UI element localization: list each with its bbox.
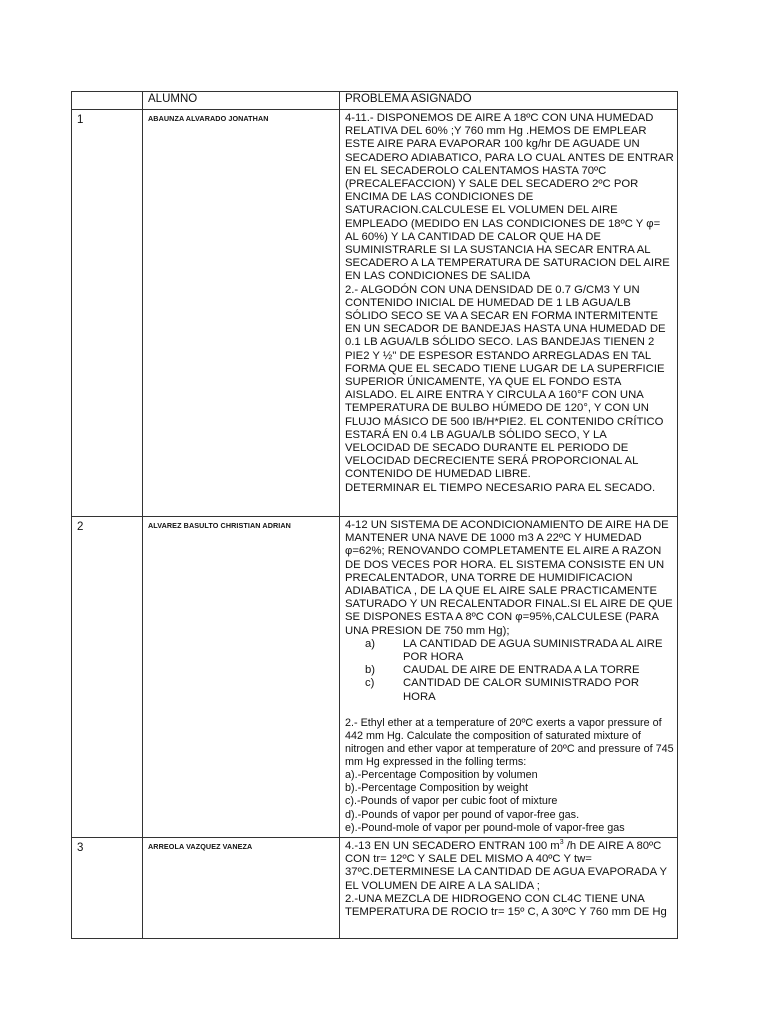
- list-item: [345, 677, 674, 703]
- list-marker: a): [365, 637, 376, 650]
- problem-text: DETERMINAR EL TIEMPO NECESARIO PARA EL SECADO.: [345, 481, 656, 494]
- student-name: ABAUNZA ALVARADO JONATHAN: [143, 110, 340, 517]
- problem-text-part: 4.-13 EN UN SECADERO ENTRAN 100 m: [345, 840, 560, 852]
- header-problem: PROBLEMA ASIGNADO: [340, 92, 678, 110]
- list-item: b).-Percentage Composition by weight: [345, 782, 529, 795]
- list-item: [345, 664, 674, 677]
- list-item: e).-Pound-mole of vapor per pound-mole of vapor-free gas: [345, 821, 625, 834]
- row-number: 2: [72, 517, 143, 838]
- list-item: c).-Pounds of vapor per cubic foot of mixture: [345, 795, 558, 808]
- problem-text-english: 2.- Ethyl ether at a temperature of 20ºC exerts a vapor pressure of 442 mm Hg. Calculate the composition of saturated mixture of nitrogen and ether vapor at temperature of 20ºC and pressure of 745 mm Hg expressed in the folling terms:: [345, 716, 674, 769]
- header-number: [72, 92, 143, 110]
- list-text: CANTIDAD DE CALOR SUMINISTRADO POR HORA: [403, 677, 640, 703]
- table-header-row: [72, 92, 678, 110]
- problem-cell: [340, 517, 678, 838]
- problem-text: 2.- ALGODÓN CON UNA DENSIDAD DE 0.7 G/CM3 Y UN CONTENIDO INICIAL DE HUMEDAD DE 1 LB AGUA/LB SÓLIDO SECO SE VA A SECAR EN FORMA INTERMITENTE EN UN SECADOR DE BANDEJAS HASTA UNA HUMEDAD DE 0.1 LB AGUA/LB SÓLIDO SECO. LAS BANDEJAS TIENEN 2 PIE2 Y ½" DE ESPESOR ESTANDO ARREGLADAS EN TAL FORMA QUE EL SECADO TIENE LUGAR DE LA SUPERFICIE SUPERIOR ÚNICAMENTE, YA QUE EL FONDO ESTA AISLADO. EL AIRE ENTRA Y CIRCULA A 160°F CON UNA TEMPERATURA DE BULBO HÚMEDO DE 120°, Y CON UN FLUJO MÁSICO DE 500 IB/H*PIE2. EL CONTENIDO CRÍTICO ESTARÁ EN 0.4 LB AGUA/LB SÓLIDO SECO, Y LA VELOCIDAD DE SECADO DURANTE EL PERIODO DE VELOCIDAD DECRECIENTE SERÁ PROPORCIONAL AL CONTENIDO DE HUMEDAD LIBRE.: [345, 283, 666, 481]
- table-row: [72, 838, 678, 939]
- list-marker: c): [365, 677, 375, 690]
- student-name: ARREOLA VAZQUEZ VANEZA: [143, 838, 340, 939]
- problem-text: 2.-UNA MEZCLA DE HIDROGENO CON CL4C TIENE UNA TEMPERATURA DE ROCIO tr= 15º C, A 30ºC Y 760 mm DE Hg: [345, 892, 667, 919]
- list-text: LA CANTIDAD DE AGUA SUMINISTRADA AL AIRE POR HORA: [403, 637, 663, 664]
- problem-text: [345, 840, 674, 893]
- table-row: [72, 110, 678, 517]
- english-items: [345, 769, 674, 834]
- problem-cell: [340, 110, 678, 517]
- list-marker: b): [365, 664, 376, 677]
- list-item: d).-Pounds of vapor per pound of vapor-free gas.: [345, 808, 580, 821]
- row-number: 1: [72, 110, 143, 517]
- assignment-table: [71, 91, 678, 939]
- problem-text-part: /h DE AIRE A 80ºC CON tr= 12ºC Y SALE DEL MISMO A 40ºC Y tw= 37ºC.DETERMINESE LA CANTIDAD DE AGUA EVAPORADA Y EL VOLUMEN DE AIRE A LA SALIDA ;: [345, 840, 667, 892]
- student-name: ALVAREZ BASULTO CHRISTIAN ADRIAN: [143, 517, 340, 838]
- problem-text: 4-12 UN SISTEMA DE ACONDICIONAMIENTO DE AIRE HA DE MANTENER UNA NAVE DE 1000 m3 A 22ºC Y HUMEDAD φ=62%; RENOVANDO COMPLETAMENTE EL AIRE A RAZON DE DOS VECES POR HORA. EL SISTEMA CONSISTE EN UN PRECALENTADOR, UNA TORRE DE HUMIDIFICACION ADIABATICA , DE LA QUE EL AIRE SALE PRACTICAMENTE SATURADO Y UN RECALENTADOR FINAL.SI EL AIRE DE QUE SE DISPONES ESTA A 8ºC CON φ=95%,CALCULESE (PARA UNA PRESION DE 750 mm Hg);: [345, 519, 673, 637]
- problem-cell: [340, 838, 678, 939]
- table-row: [72, 517, 678, 838]
- problem-text: 4-11.- DISPONEMOS DE AIRE A 18ºC CON UNA HUMEDAD RELATIVA DEL 60% ;Y 760 mm Hg .HEMOS DE EMPLEAR ESTE AIRE PARA EVAPORAR 100 kg/hr DE AGUADE UN SECADERO ADIABATICO, PARA LO CUAL ANTES DE ENTRAR EN EL SECADEROLO CALENTAMOS HASTA 70ºC (PRECALEFACCION) Y SALE DEL SECADERO 2ºC POR ENCIMA DE LAS CONDICIONES DE SATURACION.CALCULESE EL VOLUMEN DEL AIRE EMPLEADO (MEDIDO EN LAS CONDICIONES DE 18ºC Y φ= AL 60%) Y LA CANTIDAD DE CALOR QUE HA DE SUMINISTRARLE SI LA SUSTANCIA HA SECAR ENTRA AL SECADERO A LA TEMPERATURA DE SATURACION DEL AIRE EN LAS CONDICIONES DE SALIDA: [345, 112, 674, 283]
- list-item: [345, 638, 674, 664]
- list-item: a).-Percentage Composition by volumen: [345, 769, 538, 782]
- list-text: CAUDAL DE AIRE DE ENTRADA A LA TORRE: [403, 664, 640, 677]
- row-number: 3: [72, 838, 143, 939]
- header-student: ALUMNO: [143, 92, 340, 110]
- problem-list: [345, 638, 674, 704]
- superscript: 3: [559, 839, 564, 847]
